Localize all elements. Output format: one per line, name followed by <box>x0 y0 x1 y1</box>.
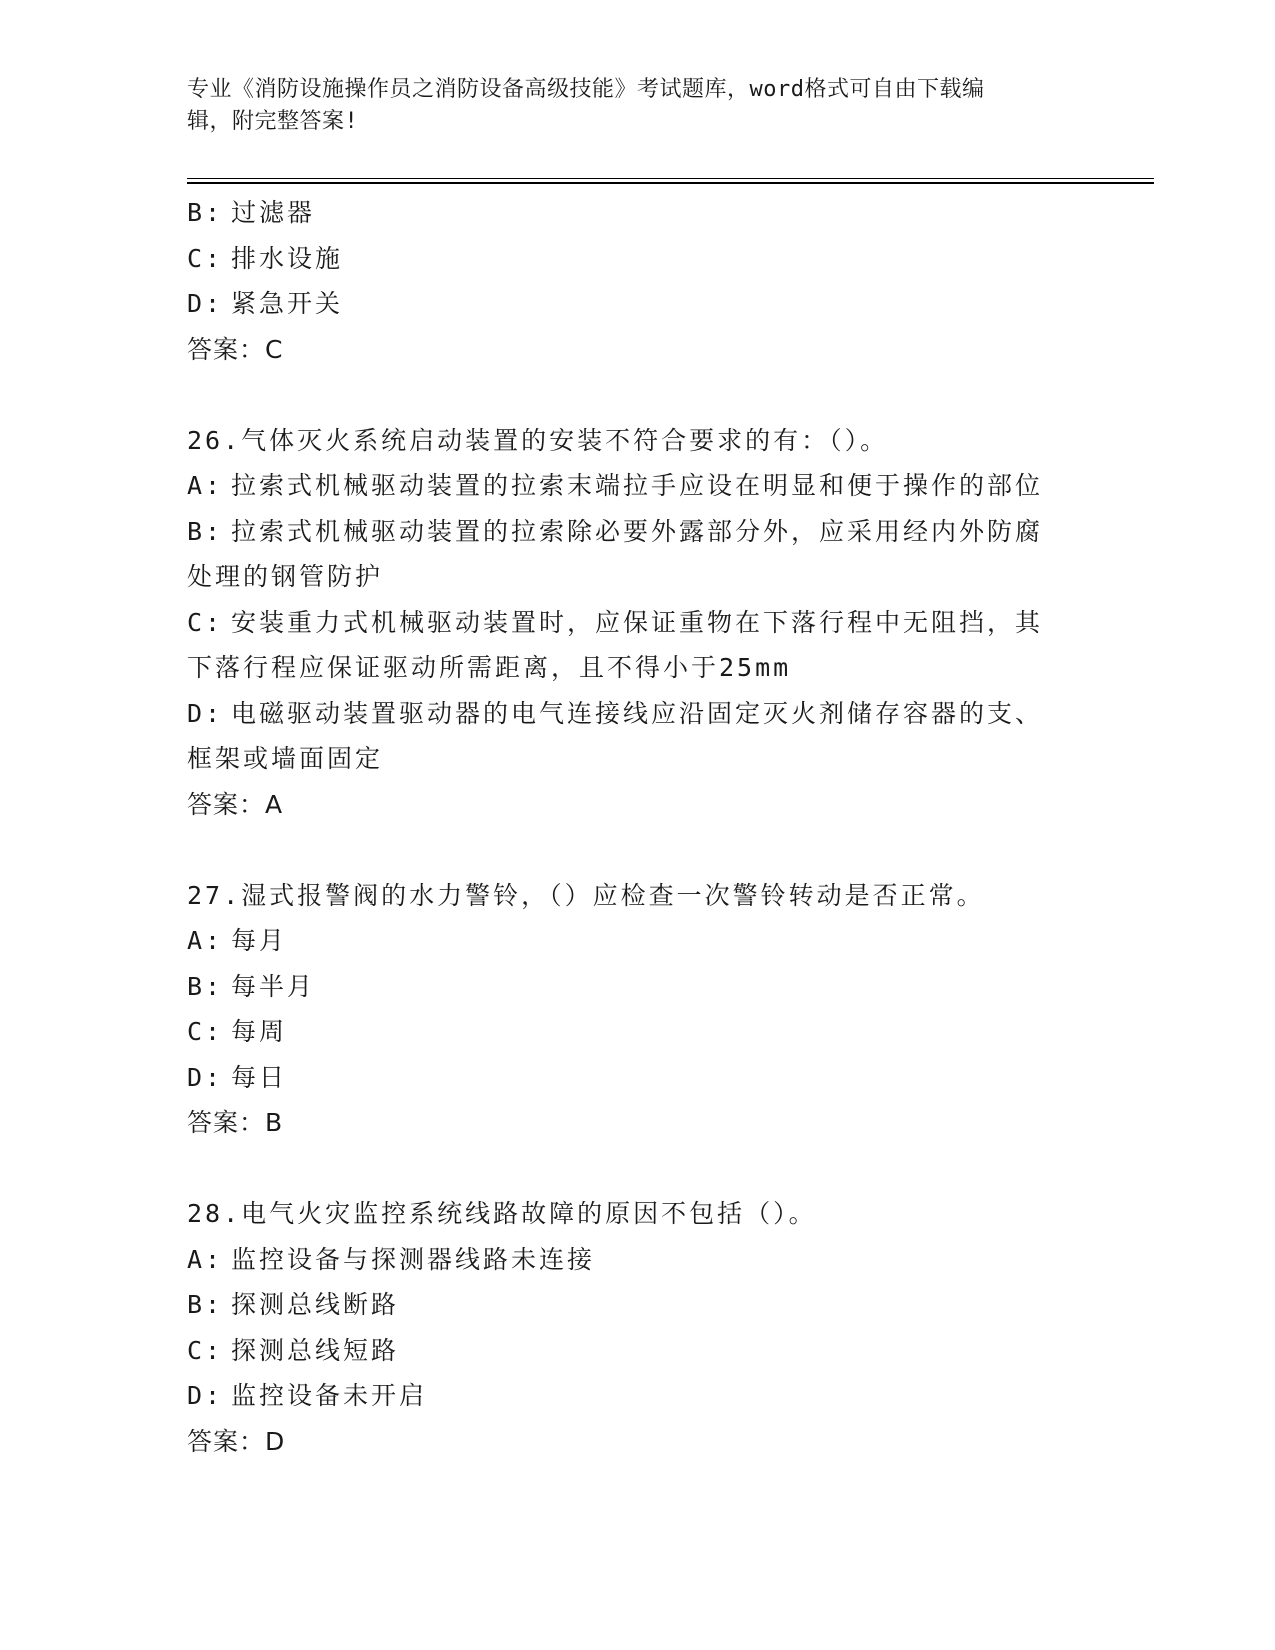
answer-line: 答案：D <box>187 1426 286 1456</box>
option-c: C: 排水设施 <box>187 243 344 273</box>
spacer <box>187 372 1087 418</box>
option-d: D: 每日 <box>187 1062 288 1092</box>
option-b-continued: 处理的钢管防护 <box>187 562 384 591</box>
option-b: B: 每半月 <box>187 971 316 1001</box>
option-d: D: 监控设备未开启 <box>187 1381 428 1410</box>
document-header <box>187 74 1067 138</box>
header-line-2: 辑，附完整答案! <box>187 109 359 134</box>
option-b: B: 探测总线断路 <box>187 1290 400 1319</box>
header-divider-thick <box>187 182 1154 184</box>
answer-line: 答案：A <box>187 789 284 819</box>
answer-line: 答案：C <box>187 334 284 364</box>
option-a: A: 每月 <box>187 926 288 955</box>
header-line-1: 专业《消防设施操作员之消防设备高级技能》考试题库，word格式可自由下载编 <box>187 77 985 102</box>
question-stem-27: 27.湿式报警阀的水力警铃，（）应检查一次警铃转动是否正常。 <box>187 880 985 910</box>
option-c: C: 安装重力式机械驱动装置时，应保证重物在下落行程中无阻挡，其 <box>187 607 1044 637</box>
header-divider-thin <box>187 178 1154 179</box>
question-stem-26: 26.气体灭火系统启动装置的安装不符合要求的有：（）。 <box>187 425 889 455</box>
option-b: B: 拉索式机械驱动装置的拉索除必要外露部分外，应采用经内外防腐 <box>187 516 1044 546</box>
option-d: D: 电磁驱动装置驱动器的电气连接线应沿固定灭火剂储存容器的支、 <box>187 698 1044 728</box>
answer-line: 答案：B <box>187 1108 284 1137</box>
question-list <box>187 190 1087 1464</box>
option-d-continued: 框架或墙面固定 <box>187 744 384 773</box>
question-stem-28: 28.电气火灾监控系统线路故障的原因不包括（）。 <box>187 1199 817 1228</box>
option-c: C: 每周 <box>187 1017 288 1046</box>
option-b: B: 过滤器 <box>187 198 316 227</box>
option-c: C: 探测总线短路 <box>187 1335 400 1365</box>
option-a: A: 拉索式机械驱动装置的拉索末端拉手应设在明显和便于操作的部位 <box>187 471 1044 500</box>
option-c-continued: 下落行程应保证驱动所需距离，且不得小于25mm <box>187 653 792 682</box>
spacer <box>187 1146 1087 1192</box>
option-a: A: 监控设备与探测器线路未连接 <box>187 1244 596 1274</box>
spacer <box>187 827 1087 873</box>
option-d: D: 紧急开关 <box>187 289 344 318</box>
